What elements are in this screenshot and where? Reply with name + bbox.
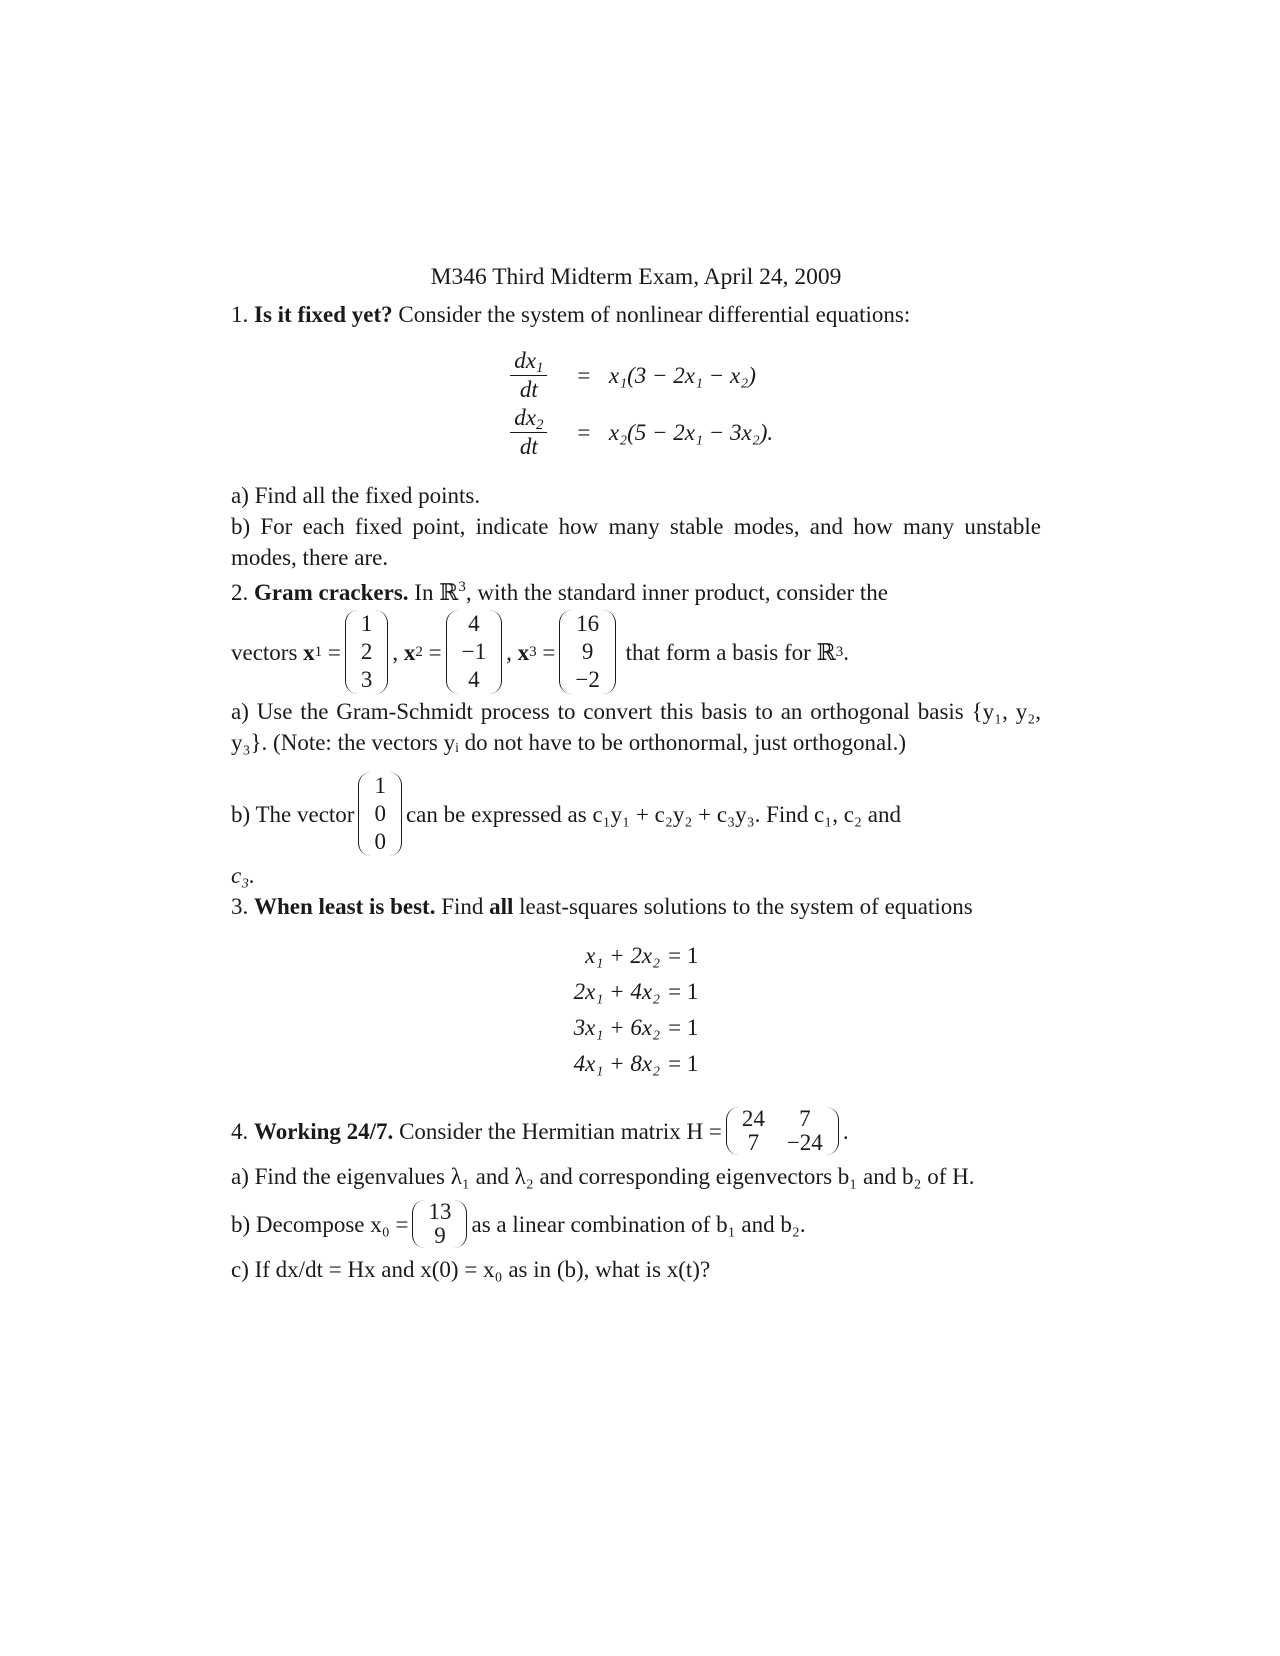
exam-page (231, 262, 1041, 1285)
q1-eq2-rhs: x₂(5 − 2x₁ − 3x₂). (608, 420, 774, 445)
vector-x2: 4 −1 4 (446, 610, 502, 694)
vector-x0: 13 9 (412, 1200, 467, 1248)
q3-system: x₁ + 2x₂ = 1 2x₁ + 4x₂ = 1 3x₁ + 6x₂ = 1 4x₁ + 8x₂ = 1 (573, 943, 699, 1076)
q3-intro: 3. When least is best. Find all least-squares solutions to the system of equations (231, 894, 973, 919)
q3-number: 3. (231, 894, 249, 919)
q2-part-a: a) Use the Gram-Schmidt process to convert this basis to an orthogonal basis {y₁, y₂, y₃}. (Note: the vectors yᵢ do not have to be orthonormal, just orthogonal.) (231, 699, 1041, 755)
q1-equations: $\frac{dx_1}{dt}$ = x₁(3 − 2x₁ − x₂) $\frac{dx_2}{dt}$ = x₂(5 − 2x₁ − 3x₂). (231, 348, 1041, 460)
q1-eq1-lhs: $\frac{dx_1}{dt}$ (499, 348, 559, 403)
q2-number: 2. (231, 580, 249, 605)
q1-intro-text: Consider the system of nonlinear differential equations: (398, 302, 911, 327)
q4-part-b: b) Decompose x₀ = 13 9 as a linear combination of b₁ and b₂. (231, 1199, 806, 1248)
q1-part-a: a) Find all the fixed points. (231, 483, 481, 508)
q4-intro: 4. Working 24/7. Consider the Hermitian matrix H = 24 7 7 −24 . (231, 1106, 849, 1155)
q1-eq1-rhs: x₁(3 − 2x₁ − x₂) (608, 363, 756, 388)
q1-intro (231, 299, 1041, 330)
q3-heading: When least is best. (254, 894, 436, 919)
q4-part-c: c) If dx/dt = Hx and x(0) = x₀ as in (b), what is x(t)? (231, 1257, 711, 1282)
q2-part-b: b) The vector 1 0 0 can be expressed as c₁y₁ + c₂y₂ + c₃y₃. Find c₁, c₂ and (231, 773, 901, 854)
vector-x3: 16 9 −2 (559, 610, 615, 694)
q2-intro: 2. Gram crackers. In ℝ$^3$, with the standard inner product, consider the (231, 579, 889, 605)
q4-heading: Working 24/7. (254, 1118, 394, 1144)
q1-number: 1. (231, 302, 249, 327)
q2-heading: Gram crackers. (254, 580, 409, 605)
q1-part-b: b) For each fixed point, indicate how many stable modes, and how many unstable modes, there are. (231, 514, 1041, 570)
vector-b: 1 0 0 (358, 772, 402, 856)
vector-x1: 1 2 3 (345, 610, 389, 694)
exam-title: M346 Third Midterm Exam, April 24, 2009 (430, 264, 842, 290)
q2-vectors: vectors x 1 = 1 2 3 , x 2 = 4 −1 4 , x 3 = 16 9 −2 that form a basis for ℝ 3 . (231, 611, 849, 692)
q1-heading: Is it fixed yet? (254, 302, 393, 327)
q4-part-a: a) Find the eigenvalues λ₁ and λ₂ and corresponding eigenvectors b₁ and b₂ of H. (231, 1164, 975, 1189)
q4-number: 4. (231, 1118, 249, 1144)
matrix-h: 24 7 7 −24 (726, 1107, 839, 1155)
q1-eq2-lhs: $\frac{dx_2}{dt}$ (499, 405, 559, 460)
q2-part-b-tail: c₃. (231, 863, 255, 888)
